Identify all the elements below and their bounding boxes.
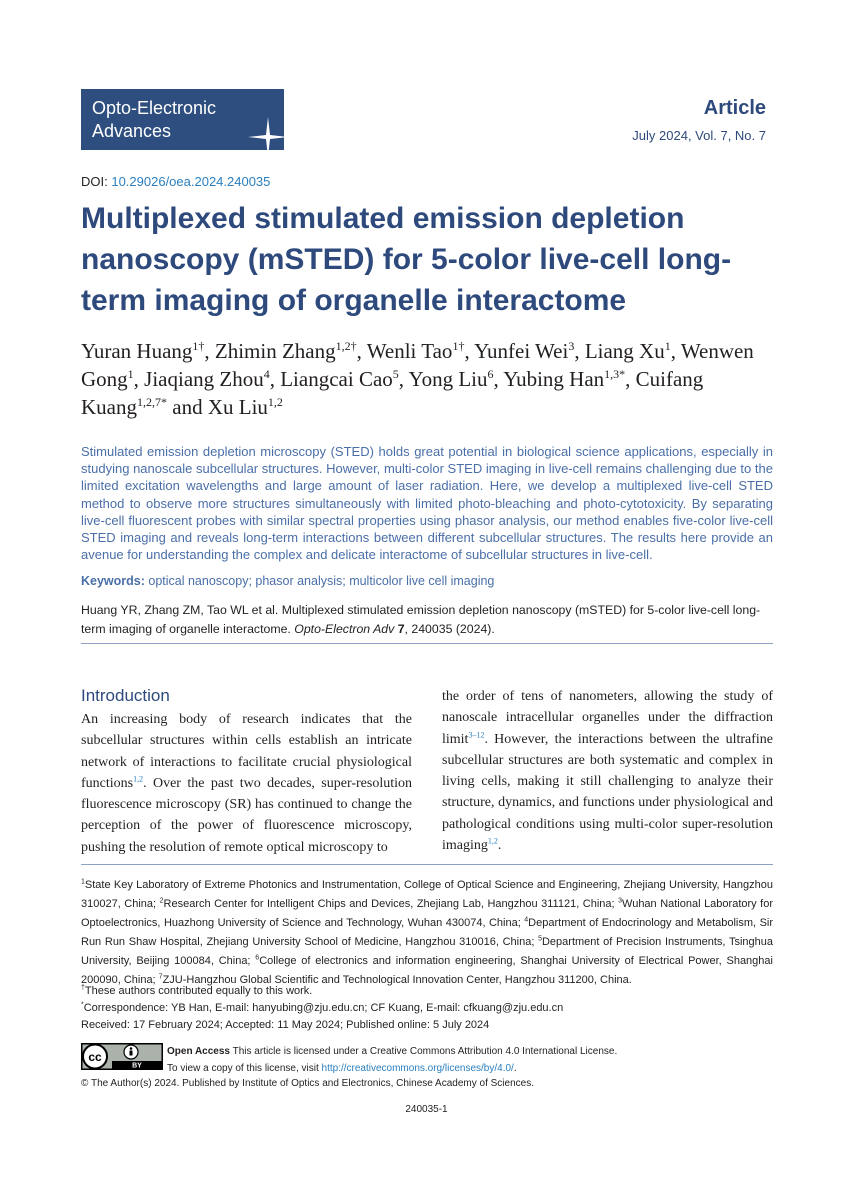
affiliation-marker: 3 — [618, 897, 623, 905]
journal-name-line2: Advances — [92, 121, 172, 141]
intro-text: An increasing body of research indicates that the subcellular structures within cells establish an intricate network of interactions to facilitate crucial physiological functions — [81, 712, 412, 791]
author-affiliation-marker: 1,2,7* — [137, 395, 167, 409]
affiliation-text: Department of Precision Instruments, Tsinghua University, Beijing 100084, China; — [81, 936, 773, 967]
intro-text: . However, the interactions between the ultrafine subcellular structures are both systematic and complex in living cells, making it still challenging to analyze their structure, dynamics, and functions under physiological and pathological conditions using multi-color super-resolution imaging — [442, 731, 773, 854]
author-separator: , — [356, 339, 367, 363]
cc-by-license-icon[interactable] — [81, 1043, 163, 1070]
author-affiliation-marker: 5 — [392, 367, 399, 381]
open-access-label: Open Access — [167, 1046, 230, 1057]
affiliation-text: Research Center for Intelligent Chips and Devices, Zhejiang Lab, Hangzhou 311121, China; — [163, 898, 619, 910]
author-affiliation-marker: 1 — [664, 339, 671, 353]
author-affiliation-marker: 1† — [192, 339, 205, 353]
reference-link[interactable]: 1,2 — [487, 836, 498, 846]
citation-volume: 7 — [397, 622, 405, 636]
author-separator: , — [464, 339, 475, 363]
author-name: Liang Xu — [584, 339, 665, 363]
divider — [81, 643, 773, 644]
doi-label: DOI: — [81, 174, 112, 189]
doi — [81, 174, 270, 189]
author-affiliation-marker: 1† — [452, 339, 465, 353]
citation-text: Huang YR, Zhang ZM, Tao WL et al. Multiplexed stimulated emission depletion nanoscopy (mSTED) for 5-color live-cell long-term imaging of organelle interactome. — [81, 603, 761, 636]
footnote-marker: † — [81, 984, 85, 992]
footnote-text: Correspondence: YB Han, E-mail: hanyubing@zju.edu.cn; CF Kuang, E-mail: cfkuang@zju.edu.cn — [83, 1002, 564, 1014]
abstract: Stimulated emission depletion microscopy (STED) holds great potential in biological science applications, especially in studying nanoscale subcellular structures. However, multi-color STED imaging in live-cell remains challenging due to the limited excitation wavelengths and large amount of laser radiation. Here, we develop a multiplexed live-cell STED method to observe more structures simultaneously with limited photo-bleaching and photo-cytotoxicity. By separating live-cell fluorescent probes with similar spectral properties using phasor analysis, our method enables five-color live-cell STED imaging and reveals long-term interactions between different subcellular structures. The results here provide an avenue for understanding the complex and delicate interactome of subcellular structures in live-cell. — [81, 444, 773, 563]
author-name: Yubing Han — [503, 367, 605, 391]
article-title: Multiplexed stimulated emission depletion nanoscopy (mSTED) for 5-color live-cell long-term imaging of organelle interactome — [81, 202, 732, 317]
affiliation-marker: 7 — [158, 973, 163, 981]
author-name: Wenli Tao — [366, 339, 453, 363]
affiliation-marker: 4 — [524, 916, 529, 924]
author-affiliation-marker: 1,2 — [267, 395, 283, 409]
author-name: Xu Liu — [207, 395, 268, 419]
author-affiliation-marker: 1 — [127, 367, 134, 381]
intro-text: the order of tens of nanometers, allowing the study of nanoscale intracellular organelles under the diffraction limit — [442, 689, 773, 747]
affiliation-marker: 6 — [255, 954, 260, 962]
affiliation-text: ZJU-Hangzhou Global Scientific and Technological Innovation Center, Hangzhou 311200, China. — [162, 974, 632, 986]
author-separator: , — [269, 367, 281, 391]
author-separator: , — [670, 339, 681, 363]
intro-left-column — [81, 709, 412, 858]
journal-logo — [81, 89, 284, 150]
author-name: Yunfei Wei — [474, 339, 569, 363]
author-separator: , — [493, 367, 504, 391]
citation — [81, 601, 771, 639]
journal-name-line1: Opto-Electronic — [92, 98, 217, 118]
copyright: © The Author(s) 2024. Published by Institute of Optics and Electronics, Chinese Academy of Sciences. — [81, 1078, 534, 1089]
author-affiliation-marker: 3 — [568, 339, 575, 353]
keywords-label: Keywords: — [81, 574, 145, 588]
license-text — [167, 1043, 617, 1077]
cc-badge-text: cc — [88, 1050, 102, 1064]
citation-journal: Opto-Electron Adv — [294, 622, 395, 636]
sparkle-icon — [248, 117, 288, 157]
by-badge-text: BY — [132, 1062, 142, 1070]
author-affiliation-marker: 1,2† — [335, 339, 357, 353]
keywords-value: optical nanoscopy; phasor analysis; multicolor live cell imaging — [144, 574, 495, 588]
author-name: Wenwen Gong — [81, 339, 754, 391]
keywords — [81, 574, 494, 588]
author-separator: , — [625, 367, 636, 391]
author-list — [81, 337, 781, 421]
reference-link[interactable]: 3–12 — [468, 729, 485, 739]
license-line: To view a copy of this license, visit — [167, 1063, 322, 1074]
author-name: Yong Liu — [408, 367, 488, 391]
page-number: 240035-1 — [405, 1104, 448, 1115]
affiliation-text: Department of Endocrinology and Metabolism, Sir Run Run Shaw Hospital, Zhejiang University School of Medicine, Hangzhou 310016, China; — [81, 917, 774, 948]
publication-dates: Received: 17 February 2024; Accepted: 11 May 2024; Published online: 5 July 2024 — [81, 1019, 490, 1031]
author-name: Yuran Huang — [81, 339, 193, 363]
author-name: Jiaqiang Zhou — [144, 367, 264, 391]
intro-text: . — [497, 838, 502, 854]
license-punct: . — [513, 1063, 517, 1074]
intro-right-column — [442, 686, 773, 856]
author-name: Zhimin Zhang — [214, 339, 336, 363]
article-type: Article — [703, 97, 766, 119]
citation-rest: , 240035 (2024). — [404, 622, 495, 636]
author-affiliation-marker: 1,3* — [604, 367, 626, 381]
affiliation-marker: 5 — [538, 935, 542, 943]
author-separator: , — [204, 339, 215, 363]
affiliation-text: Wuhan National Laboratory for Optoelectronics, Huazhong University of Science and Technology, Wuhan 430074, China; — [81, 898, 774, 929]
divider — [81, 864, 773, 865]
intro-text: . Over the past two decades, super-resolution fluorescence microscopy (SR) has continued to change the perception of the power of fluorescence microscopy, pushing the resolution of remote optical microscopy to — [81, 775, 412, 855]
reference-link[interactable]: 1,2 — [133, 774, 144, 784]
author-affiliation-marker: 4 — [263, 367, 270, 381]
author-affiliation-marker: 6 — [487, 367, 494, 381]
license-link[interactable]: http://creativecommons.org/licenses/by/4.0/ — [321, 1063, 514, 1074]
author-name: Liangcai Cao — [280, 367, 393, 391]
author-separator: , — [133, 367, 145, 391]
license-line: This article is licensed under a Creative Commons Attribution 4.0 International License. — [230, 1046, 618, 1057]
doi-link[interactable]: 10.29026/oea.2024.240035 — [111, 174, 271, 189]
affiliation-marker: 1 — [81, 878, 85, 886]
author-separator: and — [167, 395, 208, 419]
footnote-text: These authors contributed equally to this work. — [84, 985, 313, 997]
issue-info: July 2024, Vol. 7, No. 7 — [632, 128, 766, 143]
author-separator: , — [574, 339, 585, 363]
footnote-marker: * — [81, 1001, 84, 1009]
affiliations — [81, 876, 773, 990]
author-separator: , — [398, 367, 409, 391]
affiliation-marker: 2 — [159, 897, 164, 905]
author-name: Cuifang Kuang — [81, 367, 704, 419]
affiliation-text: State Key Laboratory of Extreme Photonics and Instrumentation, College of Optical Science and Engineering, Zhejiang University, Hangzhou 310027, China; — [81, 879, 773, 910]
section-heading: Introduction — [81, 686, 170, 705]
affiliation-text: College of electronics and information engineering, Shanghai University of Electrical Power, Shanghai 200090, China; — [81, 955, 773, 986]
